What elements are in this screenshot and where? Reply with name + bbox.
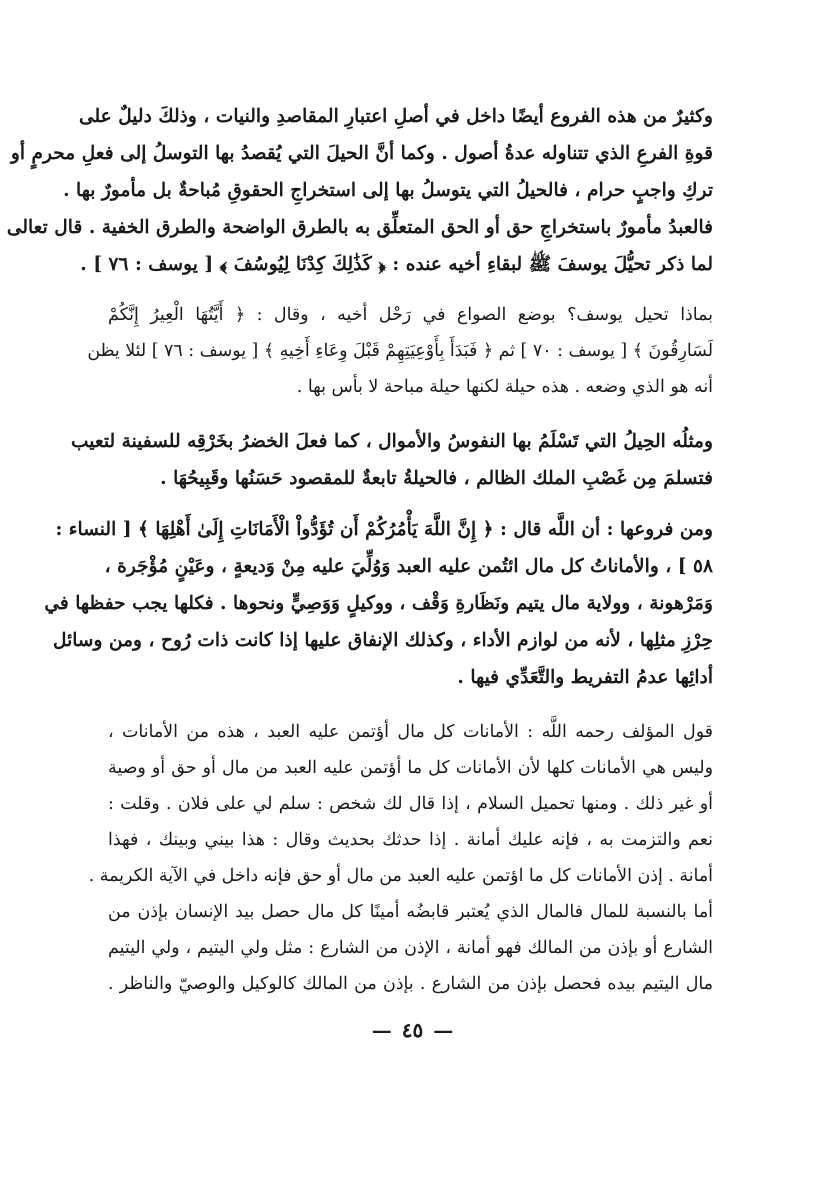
text-line: وليس هي الأمانات كلها لأن الأمانات كل ما أؤتمن عليه العبد من مال أو حق أو وصية xyxy=(108,758,713,778)
text-line: أمانة . إذن الأمانات كل ما اؤتمن عليه العبد من مال أو حق فإنه داخل في الآية الكريمة . xyxy=(88,866,713,886)
commentary-paragraph-2 xyxy=(88,722,713,1012)
text-line: وَمَرْهونة ، وولاية مال يتيم ونَظَارةِ وَقْف ، ووكيلٍ وَوَصِيٍّ ونحوها . فكلها يجب حفظها في xyxy=(44,593,713,614)
page-number xyxy=(0,1018,825,1042)
text-line: أو غير ذلك . ومنها تحميل السلام ، إذا قال لك شخص : سلم لي على فلان . وقلت : xyxy=(108,794,713,814)
text-line: الشارع أو بإذن من المالك فهو أمانة ، الإذن من الشارع : مثل ولي اليتيم ، ولي اليتيم xyxy=(108,938,713,958)
matn-paragraph-2 xyxy=(71,431,713,507)
text-line: قوةِ الفرعِ الذي تتناوله عدةُ أصول . وكما أنَّ الحيلَ التي يُقصدُ بها التوسلُ إلى فعلِ محرمٍ أو xyxy=(10,143,713,164)
commentary-paragraph-1 xyxy=(87,305,713,415)
text-line: لَسَارِقُونَ ﴾ [ يوسف : ٧٠ ] ثم ﴿ فَبَدَأَ بِأَوْعِيَتِهِمْ قَبْلَ وِعَاءِ أَخِيهِ ﴾ [ يوسف : ٧٦ ] لئلا يظن xyxy=(87,341,713,361)
matn-paragraph-3 xyxy=(44,519,713,706)
text-line: أدائِها عدمُ التفريط والتَّعَدِّي فيها . xyxy=(457,667,713,688)
text-line: مال اليتيم بيده فحصل بإذن من الشارع . بإذن من المالك كالوكيل والوصيّ والناظر . xyxy=(108,974,713,994)
text-line: ٥٨ ] ، والأماناتُ كل مال ائتُمن عليه العبد وَوُلِّيَ عليه مِنْ وَديعةٍ ، وعَيْنٍ مُؤْجَرة ، xyxy=(104,556,713,577)
text-line: قول المؤلف رحمه اللَّه : الأمانات كل مال أؤتمن عليه العبد ، هذه من الأمانات ، xyxy=(108,722,713,742)
text-line: حِرْزِ مثلِها ، لأنه من لوازم الأداء ، وكذلك الإنفاق عليها إذا كانت ذات رُوح ، ومن وسائل xyxy=(52,630,713,651)
page-number-dash: — xyxy=(371,1018,392,1042)
text-line: نعم والتزمت به ، فإنه عليك أمانة . إذا حدثك بحديث وقال : هذا بيني وبينك ، فهذا xyxy=(108,830,713,850)
page-number-dash: — xyxy=(433,1018,454,1042)
matn-paragraph-1 xyxy=(6,106,713,293)
text-line: ومن فروعها : أن اللَّه قال : ﴿ إِنَّ اللَّهَ يَأْمُرُكُمْ أَن تُؤَدُّواْ الْأَمَانَاتِ إِلَىٰ أَهْلِهَا ﴾ [ النساء : xyxy=(55,519,713,540)
page-number-value: ٤٥ xyxy=(401,1018,424,1042)
text-line: لما ذكر تحيُّلَ يوسفَ ﷺ لبقاءِ أخيه عنده : ﴿ كَذَٰلِكَ كِدْنَا لِيُوسُفَ ﴾ [ يوسف : ٧٦ ] . xyxy=(80,254,713,275)
text-line: تركِ واجبٍ حرام ، فالحيلُ التي يتوسلُ بها إلى استخراجِ الحقوقِ مُباحةٌ بل مأمورٌ بها . xyxy=(63,180,713,201)
text-line: فالعبدُ مأمورٌ باستخراجِ حق أو الحق المتعلِّق به بالطرق الواضحة والطرق الخفية . قال تعالى xyxy=(6,217,713,238)
text-line: فتسلمَ مِن غَصْبِ الملك الظالم ، فالحيلةُ تابعةٌ للمقصود حَسَنُها وقَبِيحُهَا . xyxy=(160,468,713,489)
text-line: بماذا تحيل يوسف؟ بوضع الصواع في رَحْل أخيه ، وقال : ﴿ أَيَّتُهَا الْعِيرُ إِنَّكُمْ xyxy=(108,305,713,325)
text-line: ومثلُه الحِيلُ التي تَسْلَمُ بها النفوسُ والأموال ، كما فعلَ الخضرُ بخَرْقِه للسفينة لتعيب xyxy=(71,431,713,452)
text-line: وكثيرٌ من هذه الفروع أيضًا داخل في أصلِ اعتبارِ المقاصدِ والنيات ، وذلكَ دليلٌ على xyxy=(78,106,713,127)
text-line: أما بالنسبة للمال فالمال الذي يُعتبر قابضُه أمينًا كل مال حصل بيد الإنسان بإذن من xyxy=(108,902,713,922)
text-line: أنه هو الذي وضعه . هذه حيلة لكنها حيلة مباحة لا بأس بها . xyxy=(296,377,713,397)
